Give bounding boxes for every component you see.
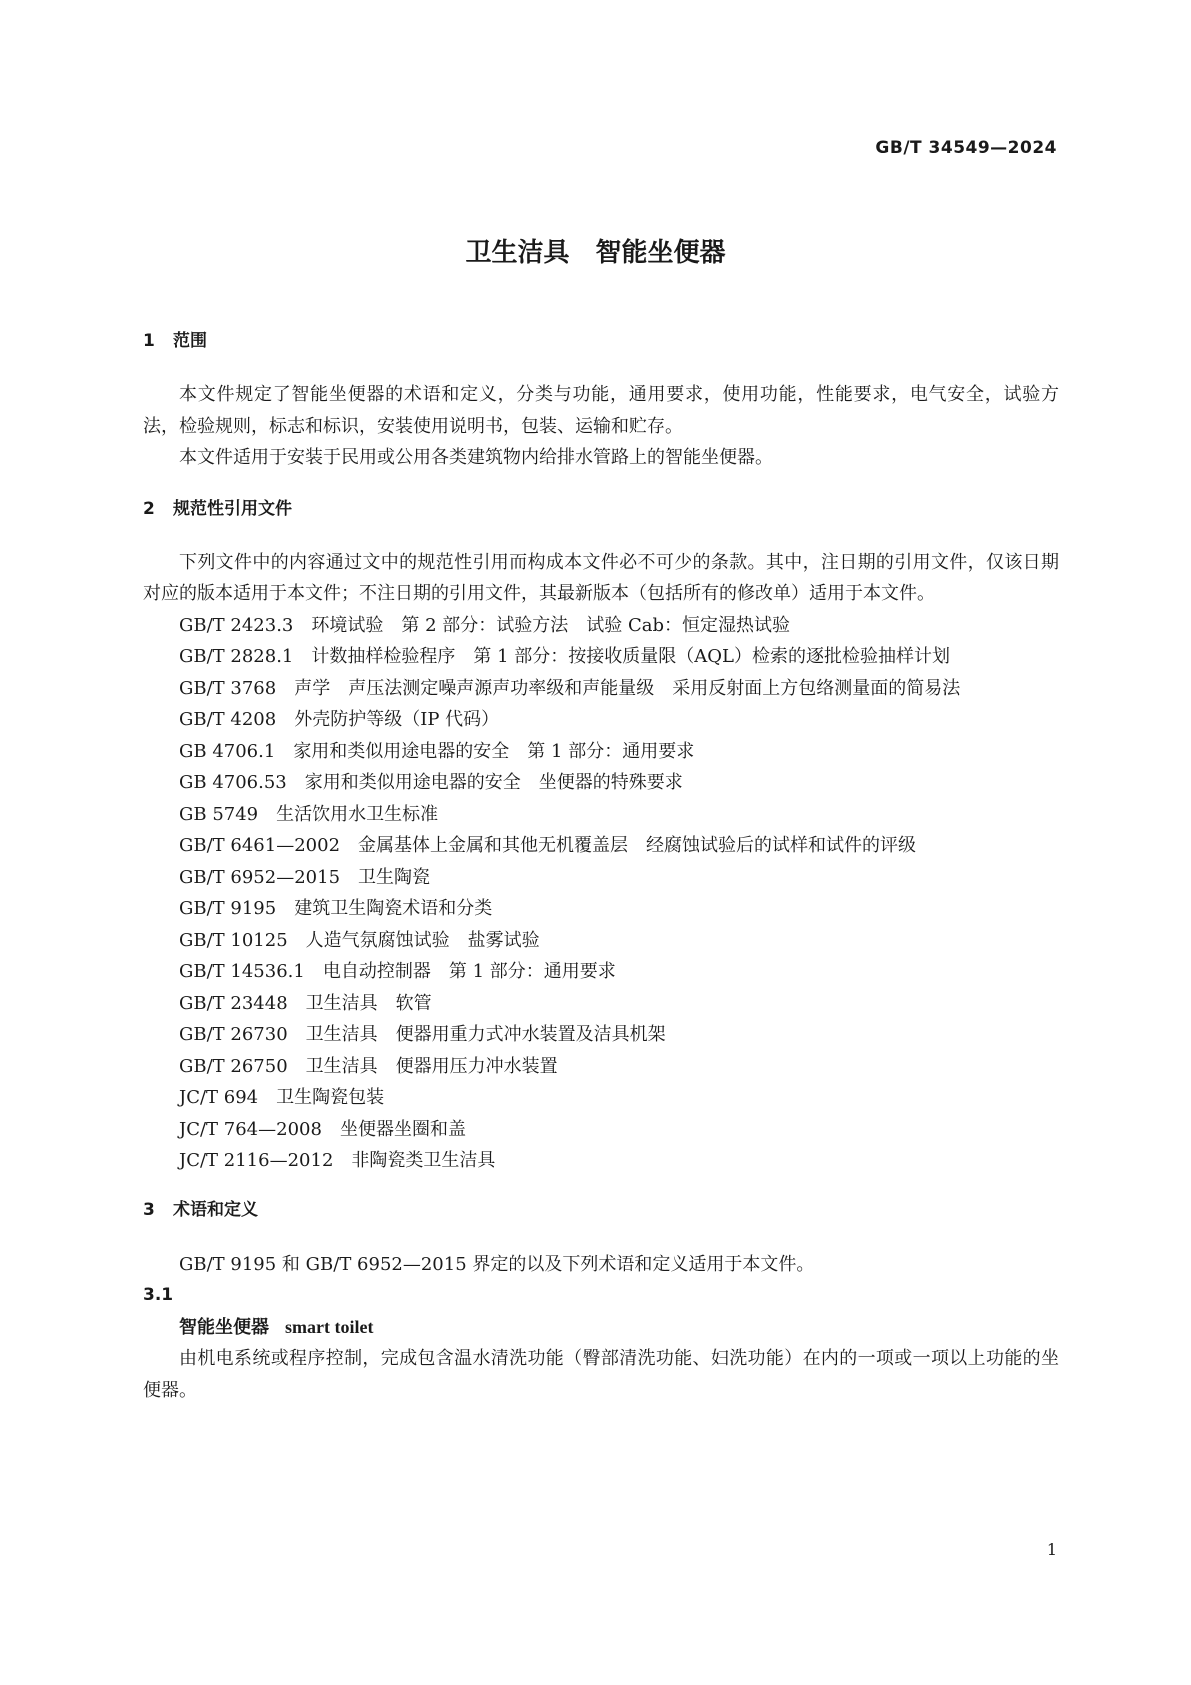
section-heading-normative-references: [143, 494, 1059, 525]
scope-paragraph: 本文件适用于安装于民用或公用各类建筑物内给排水管路上的智能坐便器。: [179, 447, 773, 468]
reference-title: 外壳防护等级（IP 代码）: [294, 709, 500, 730]
reference-code: GB/T 26730: [179, 1024, 288, 1045]
reference-code: GB/T 2828.1: [179, 646, 294, 667]
reference-item: [143, 736, 1059, 768]
reference-title: 家用和类似用途电器的安全 第 1 部分：通用要求: [293, 740, 695, 762]
section-number: 1: [143, 331, 155, 351]
document-title: 卫生洁具 智能坐便器: [465, 238, 726, 268]
reference-title: 建筑卫生陶瓷术语和分类: [294, 898, 493, 919]
reference-code: GB/T 4208: [179, 709, 277, 730]
reference-code: GB/T 10125: [179, 929, 288, 951]
term-name-en: smart toilet: [285, 1316, 374, 1337]
reference-code: GB/T 6461—2002: [179, 835, 341, 856]
reference-code: GB 4706.53: [179, 772, 287, 793]
reference-code: GB/T 23448: [179, 992, 288, 1014]
scope-paragraph: 本文件规定了智能坐便器的术语和定义，分类与功能，通用要求，使用功能，性能要求，电气安全，试验方法，检验规则，标志和标识，安装使用说明书，包装、运输和贮存。: [143, 384, 1059, 437]
reference-item: [143, 925, 1059, 957]
reference-title: 卫生陶瓷包装: [276, 1087, 385, 1108]
reference-title: 计数抽样检验程序 第 1 部分：按接收质量限（AQL）检索的逐批检验抽样计划: [311, 646, 950, 667]
reference-code: JC/T 694: [179, 1087, 259, 1108]
reference-code: GB/T 9195: [179, 898, 277, 919]
reference-item: [143, 988, 1059, 1020]
reference-title: 环境试验 第 2 部分：试验方法 试验 Cab：恒定湿热试验: [311, 614, 791, 636]
reference-title: 卫生洁具 便器用重力式冲水装置及洁具机架: [305, 1024, 666, 1045]
term-name-zh: 智能坐便器: [179, 1316, 269, 1338]
reference-item: [143, 704, 1059, 736]
reference-title: 金属基体上金属和其他无机覆盖层 经腐蚀试验后的试样和试件的评级: [358, 835, 917, 856]
standard-code: GB/T 34549—2024: [875, 138, 1057, 158]
term-heading: [143, 1312, 1059, 1344]
reference-code: JC/T 2116—2012: [179, 1150, 334, 1171]
term-number: 3.1: [143, 1285, 174, 1305]
section-number: 3: [143, 1199, 155, 1220]
reference-title: 声学 声压法测定噪声源声功率级和声能量级 采用反射面上方包络测量面的简易法: [294, 677, 961, 699]
document-body: [143, 326, 1059, 1406]
reference-code: JC/T 764—2008: [179, 1118, 322, 1140]
reference-title: 电自动控制器 第 1 部分：通用要求: [322, 961, 616, 982]
page-number: 1: [1046, 1540, 1057, 1559]
reference-item: [143, 1051, 1059, 1083]
reference-item: [143, 1145, 1059, 1177]
reference-code: GB/T 26750: [179, 1055, 288, 1077]
reference-item: [143, 641, 1059, 673]
reference-item: [143, 1082, 1059, 1114]
reference-item: [143, 862, 1059, 894]
reference-item: [143, 610, 1059, 642]
section-number: 2: [143, 498, 155, 519]
reference-item: [143, 799, 1059, 831]
reference-code: GB/T 6952—2015: [179, 866, 341, 888]
reference-item: [143, 1019, 1059, 1051]
reference-code: GB/T 3768: [179, 677, 277, 699]
reference-title: 坐便器坐圈和盖: [339, 1118, 466, 1140]
reference-title: 卫生陶瓷: [358, 866, 431, 888]
reference-code: GB/T 14536.1: [179, 961, 305, 982]
reference-list: [143, 610, 1059, 1177]
section-title: 范围: [173, 331, 207, 351]
references-intro: 下列文件中的内容通过文中的规范性引用而构成本文件必不可少的条款。其中，注日期的引用文件，仅该日期对应的版本适用于本文件；不注日期的引用文件，其最新版本（包括所有的修改单）适用于本文件。: [143, 551, 1059, 604]
reference-title: 卫生洁具 便器用压力冲水装置: [305, 1055, 558, 1077]
reference-code: GB 5749: [179, 803, 259, 825]
reference-item: [143, 673, 1059, 705]
reference-item: [143, 767, 1059, 799]
terms-intro: GB/T 9195 和 GB/T 6952—2015 界定的以及下列术语和定义适用于本文件。: [179, 1253, 815, 1275]
reference-item: [143, 1114, 1059, 1146]
section-heading-scope: [143, 326, 1059, 357]
reference-item: [143, 956, 1059, 988]
reference-title: 卫生洁具 软管: [305, 992, 432, 1014]
section-title: 规范性引用文件: [173, 498, 292, 519]
reference-code: GB/T 2423.3: [179, 614, 294, 636]
section-title: 术语和定义: [173, 1199, 258, 1220]
reference-item: [143, 893, 1059, 925]
reference-title: 非陶瓷类卫生洁具: [351, 1150, 496, 1171]
reference-code: GB 4706.1: [179, 740, 276, 762]
reference-title: 生活饮用水卫生标准: [276, 803, 439, 825]
reference-title: 人造气氛腐蚀试验 盐雾试验: [305, 929, 540, 951]
reference-title: 家用和类似用途电器的安全 坐便器的特殊要求: [304, 772, 683, 793]
section-heading-terms-and-definitions: [143, 1195, 1059, 1226]
term-definition: 由机电系统或程序控制，完成包含温水清洗功能（臀部清洗功能、妇洗功能）在内的一项或一项以上功能的坐便器。: [143, 1348, 1059, 1401]
reference-item: [143, 830, 1059, 862]
